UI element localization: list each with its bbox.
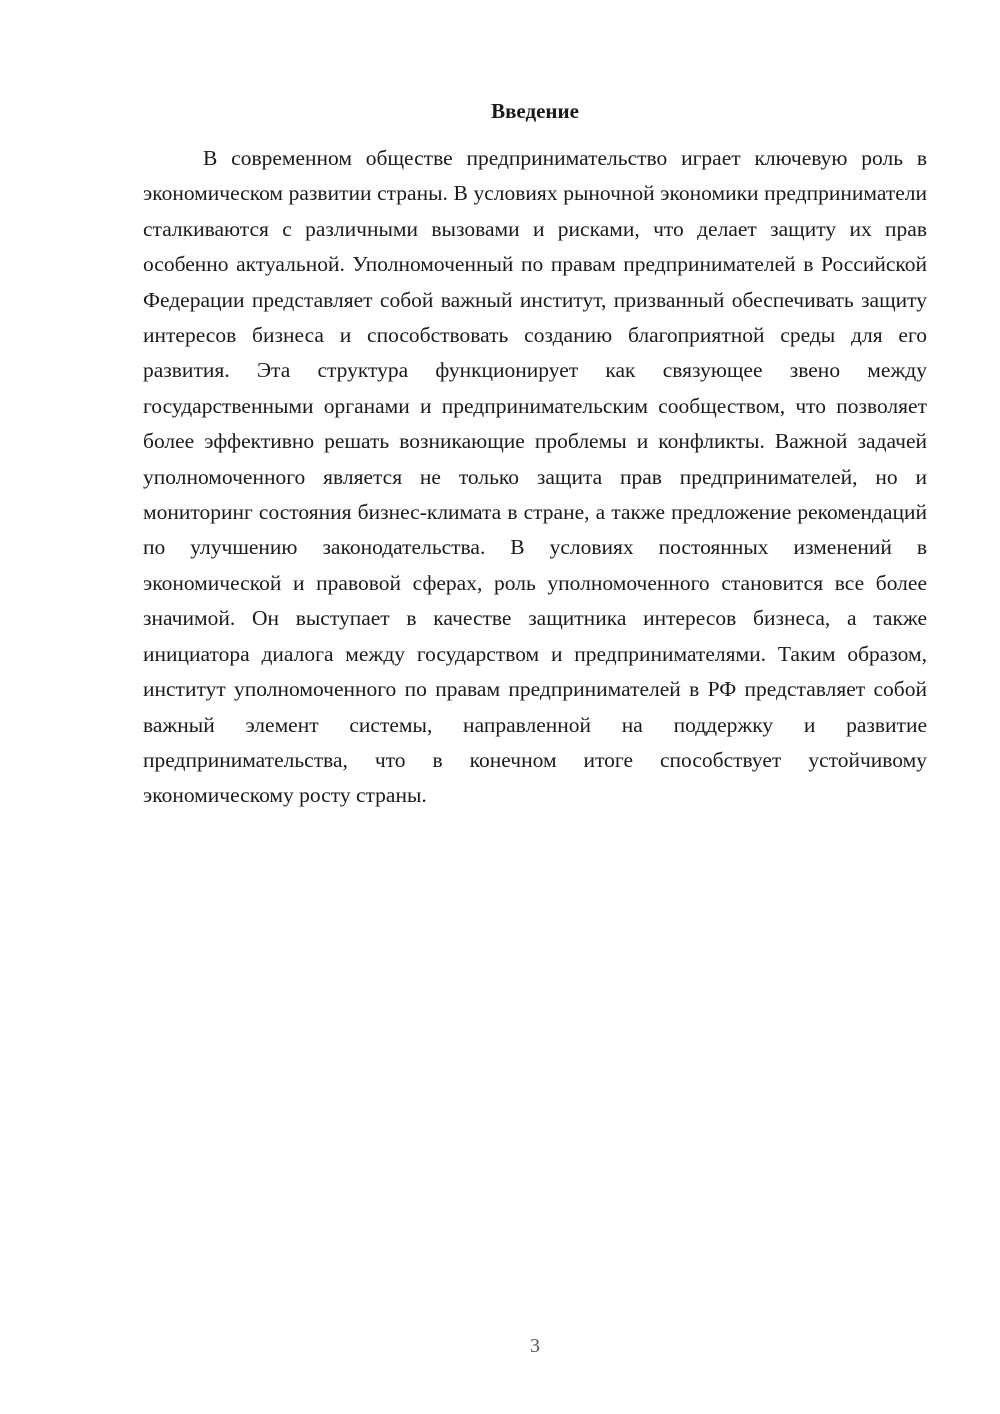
- page-number: 3: [530, 1335, 540, 1357]
- section-heading: Введение: [491, 99, 579, 123]
- body-paragraph: В современном обществе предпринимательство играет ключевую роль в экономическом развитии страны. В условиях рыночной экономики предприниматели сталкиваются с различными вызовами и рисками, что делает защиту их прав особенно актуальной. Уполномоченный по правам предпринимателей в Российской Федерации представляет собой важный институт, призванный обеспечивать защиту интересов бизнеса и способствовать созданию благоприятной среды для его развития. Эта структура функционирует как связующее звено между государственными органами и предпринимательским сообществом, что позволяет более эффективно решать возникающие проблемы и конфликты. Важной задачей уполномоченного является не только защита прав предпринимателей, но и мониторинг состояния бизнес-климата в стране, а также предложение рекомендаций по улучшению законодательства. В условиях постоянных изменений в экономической и правовой сферах, роль уполномоченного становится все более значимой. Он выступает в качестве защитника интересов бизнеса, а также инициатора диалога между государством и предпринимателями. Таким образом, институт уполномоченного по правам предпринимателей в РФ представляет собой важный элемент системы, направленной на поддержку и развитие предпринимательства, что в конечном итоге способствует устойчивому экономическому росту страны.: [143, 146, 927, 808]
